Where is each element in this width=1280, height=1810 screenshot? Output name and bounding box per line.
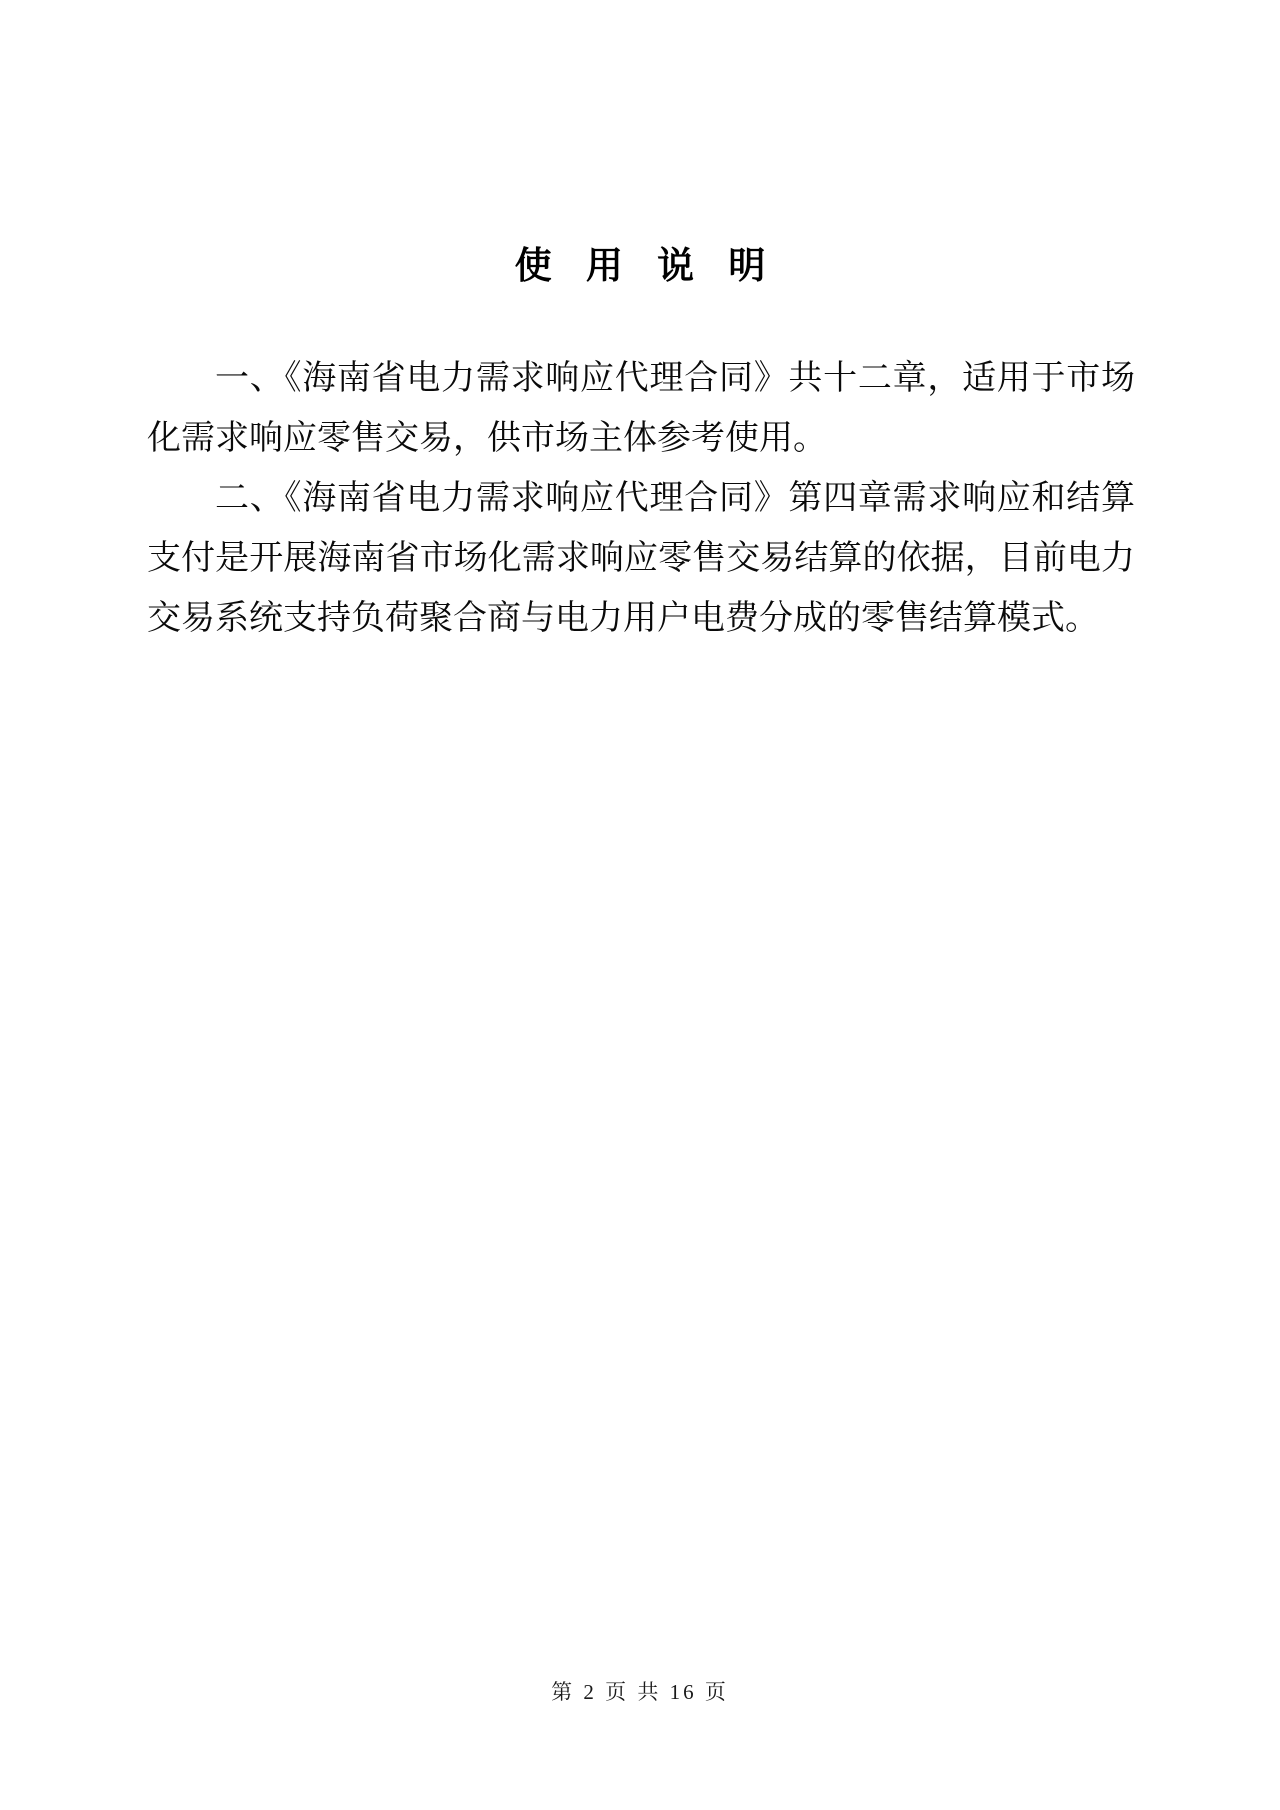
page-number-footer: 第 2 页 共 16 页: [551, 1680, 729, 1704]
document-content: [147, 243, 1135, 649]
page-title: 使 用 说 明: [514, 245, 768, 286]
body-text: [147, 349, 1135, 649]
paragraph-2: 二、《海南省电力需求响应代理合同》第四章需求响应和结算支付是开展海南省市场化需求响应零售交易结算的依据，目前电力交易系统支持负荷聚合商与电力用户电费分成的零售结算模式。: [147, 480, 1135, 637]
paragraph-1: 一、《海南省电力需求响应代理合同》共十二章，适用于市场化需求响应零售交易，供市场主体参考使用。: [147, 360, 1135, 457]
